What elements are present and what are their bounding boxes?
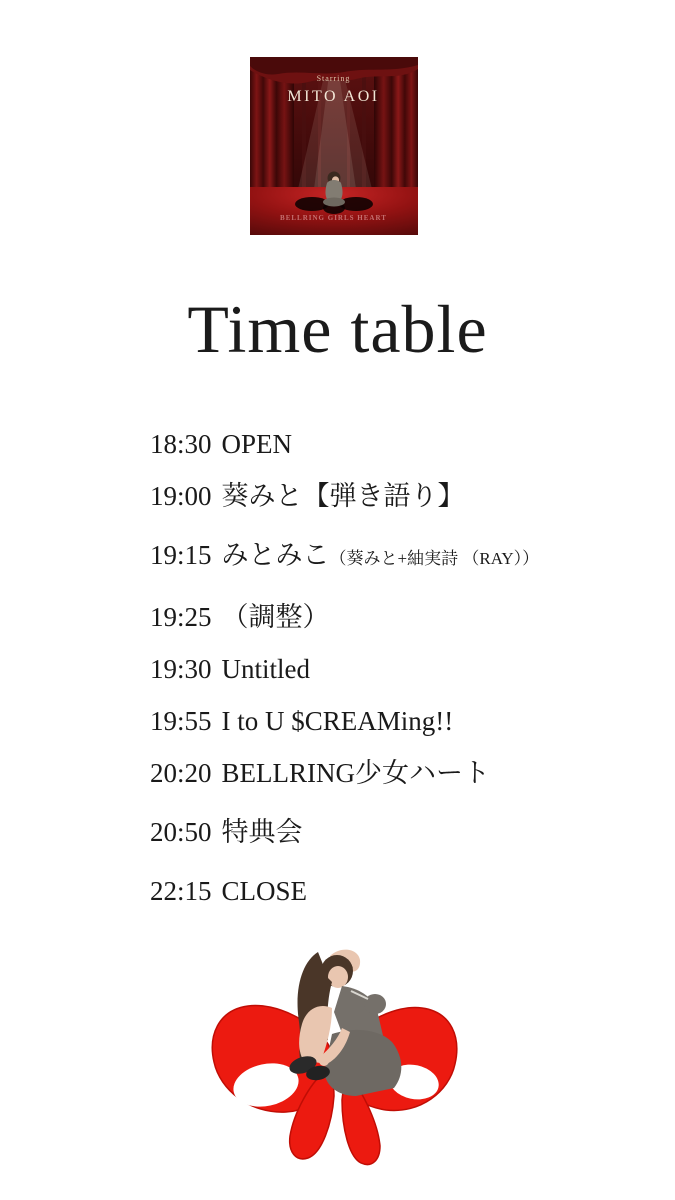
- poster-artist-name: MITO AOI: [287, 88, 380, 105]
- schedule-act: 特典会: [221, 817, 303, 847]
- poster-image: [250, 57, 418, 235]
- schedule-act: みとみこ: [221, 540, 330, 570]
- schedule-time: 20:50: [150, 817, 212, 847]
- schedule-act: 葵みと【弾き語り】: [221, 481, 465, 511]
- poster-group-name: BELLRING GIRLS HEART: [280, 214, 387, 222]
- schedule-row: [150, 653, 620, 686]
- bow-girl-illustration: [206, 944, 466, 1174]
- schedule-act: BELLRING少女ハート: [221, 758, 490, 788]
- schedule-row: [150, 705, 620, 738]
- page-title: Time table: [187, 291, 488, 367]
- schedule-time: 22:15: [150, 876, 212, 906]
- schedule-time: 19:00: [150, 481, 212, 511]
- schedule-act-note: （葵みと+紬実詩 （RAY））: [329, 549, 540, 568]
- schedule-row: [150, 480, 620, 513]
- schedule-act: Untitled: [221, 654, 311, 684]
- schedule-time: 19:55: [150, 706, 212, 736]
- schedule-act: （調整）: [221, 602, 330, 632]
- schedule-time: 18:30: [150, 429, 212, 459]
- schedule-time: 20:20: [150, 758, 212, 788]
- schedule-row: [150, 539, 620, 575]
- stage-curtains-illustration: [250, 57, 418, 235]
- schedule-row: [150, 875, 620, 908]
- poster-starring-label: Starring: [316, 74, 351, 83]
- schedule-list: [150, 428, 620, 927]
- schedule-act: OPEN: [221, 429, 293, 459]
- schedule-time: 19:30: [150, 654, 212, 684]
- schedule-time: 19:25: [150, 602, 212, 632]
- schedule-row: [150, 816, 620, 849]
- schedule-row: [150, 601, 620, 634]
- schedule-row: [150, 428, 620, 461]
- schedule-act: I to U $CREAMing!!: [221, 706, 454, 736]
- schedule-time: 19:15: [150, 540, 212, 570]
- schedule-act: CLOSE: [221, 876, 308, 906]
- schedule-row: [150, 757, 620, 790]
